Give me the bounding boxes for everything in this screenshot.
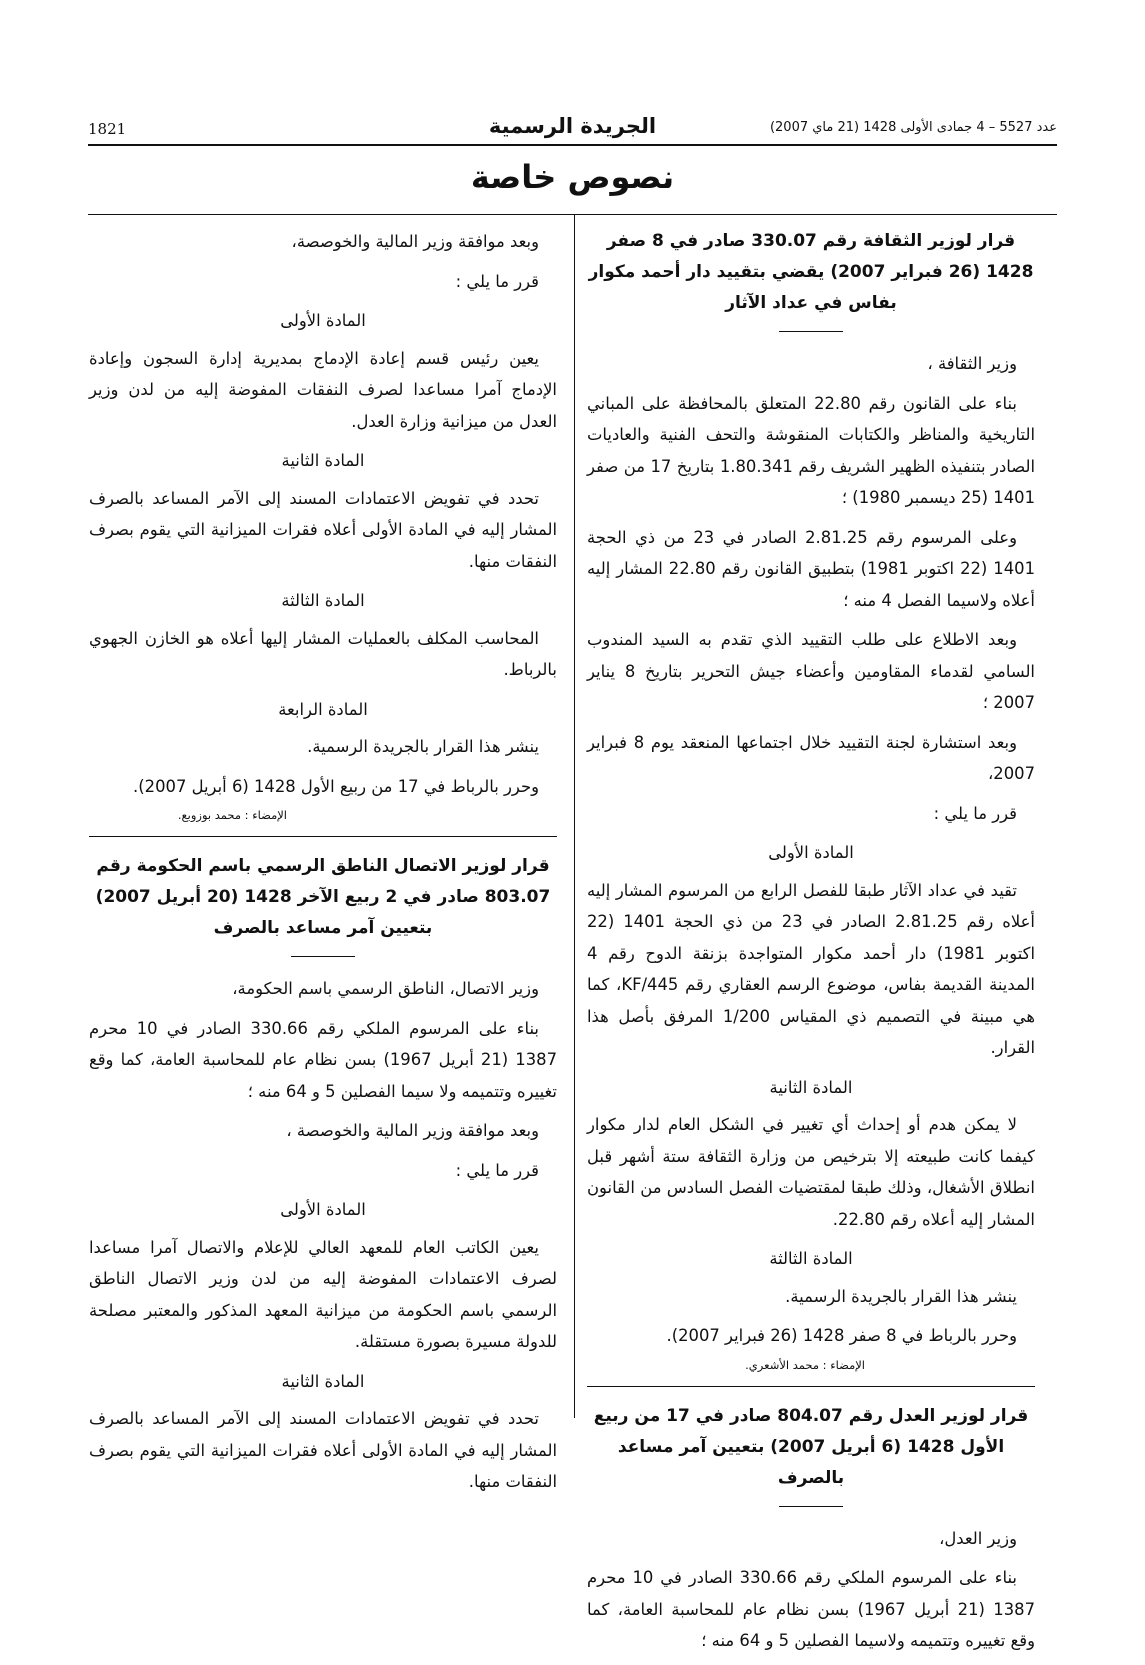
article-heading: المادة الثانية: [281, 451, 365, 470]
article-text: المحاسب المكلف بالعمليات المشار إليها أعلاه هو الخازن الجهوي بالرباط.: [89, 628, 557, 679]
header-divider: [88, 144, 1057, 146]
article-heading: المادة الثالثة: [281, 591, 365, 610]
done-at-line: وحرر بالرباط في 17 من ربيع الأول 1428 (6 أبريل 2007).: [133, 776, 539, 796]
right-column: [587, 226, 1035, 1665]
article-heading: المادة الثانية: [769, 1077, 853, 1097]
article-heading: المادة الثالثة: [769, 1249, 853, 1268]
decree-separator: [89, 836, 557, 837]
article-text: يعين رئيس قسم إعادة الإدماج بمديرية إدارة السجون وإعادة الإدماج آمرا مساعدا لصرف النفقات المفوضة إليه من لدن وزير العدل من ميزانية وزارة العدل.: [89, 348, 557, 431]
article-text: ينشر هذا القرار بالجريدة الرسمية.: [307, 737, 539, 756]
preamble-paragraph: وبعد الاطلاع على طلب التقييد الذي تقدم به السيد المندوب السامي لقدماء المقاومين وأعضاء جيش التحرير بتاريخ 8 يناير 2007 ؛: [587, 630, 1035, 712]
article-text: لا يمكن هدم أو إحداث أي تغيير في الشكل العام لدار مكوار كيفما كانت طبيعته إلا بترخيص من وزارة الثقافة ستة أشهر قبل انطلاق الأشغال، وذلك طبقا لمقتضيات الفصل السادس من القانون المشار إليه أعلاه رقم 22.80.: [587, 1115, 1035, 1229]
article-text: ينشر هذا القرار بالجريدة الرسمية.: [785, 1286, 1017, 1306]
decree-title-communication: قرار لوزير الاتصال الناطق الرسمي باسم الحكومة رقم 803.07 صادر في 2 ربيع الآخر 1428 (20 أبريل 2007) بتعيين آمر مساعد بالصرف: [95, 856, 551, 938]
left-column: [89, 226, 557, 1506]
minister-line: وزير الاتصال، الناطق الرسمي باسم الحكومة،: [232, 979, 539, 998]
article-heading: المادة الأولى: [768, 843, 854, 862]
decided-line: قرر ما يلي :: [933, 803, 1017, 823]
article-text: تقيد في عداد الآثار طبقا للفصل الرابع من المرسوم المشار إليه أعلاه رقم 2.81.25 الصادر في 23 من ذي الحجة 1401 (22 اكتوبر 1981) دار أحمد مكوار المتواجدة بزنقة الدوح رقم 4 المدينة القديمة بفاس، موضوع الرسم العقاري رقم KF/445، كما هي مبينة في التصميم ذي المقياس 1/200 المرفق بأصل هذا القرار.: [587, 880, 1035, 1057]
title-separator: [291, 956, 355, 957]
page-number: 1821: [88, 120, 127, 138]
article-heading: المادة الرابعة: [278, 699, 368, 719]
article-text: يعين الكاتب العام للمعهد العالي للإعلام والاتصال آمرا مساعدا لصرف الاعتمادات المفوضة إليه من لدن وزير الاتصال الناطق الرسمي باسم الحكومة من ميزانية المعهد المذكور والمعتبر مصلحة للدولة مسيرة بصورة مستقلة.: [89, 1237, 557, 1351]
decree-separator: [587, 1386, 1035, 1387]
article-heading: المادة الأولى: [280, 1200, 366, 1219]
title-separator: [779, 331, 843, 332]
preamble-paragraph: بناء على المرسوم الملكي رقم 330.66 الصادر في 10 محرم 1387 (21 أبريل 1967) بسن نظام عام للمحاسبة العامة، كما وقع تغييره وتتميمه ولاسيما الفصلين 5 و 64 منه ؛: [587, 1568, 1036, 1650]
decree-title-justice: قرار لوزير العدل رقم 804.07 صادر في 17 من ربيع الأول 1428 (6 أبريل 2007) بتعيين آمر مساعد بالصرف: [593, 1405, 1029, 1488]
issue-info: عدد 5527 – 4 جمادى الأولى 1428 (21 ماي 2007): [769, 120, 1057, 135]
gazette-title: الجريدة الرسمية: [488, 114, 657, 138]
signature: الإمضاء : محمد الأشعري.: [745, 1357, 865, 1372]
column-divider: [574, 214, 575, 1418]
preamble-paragraph: وبعد موافقة وزير المالية والخوصصة ،: [286, 1121, 539, 1140]
preamble-paragraph: بناء على المرسوم الملكي رقم 330.66 الصادر في 10 محرم 1387 (21 أبريل 1967) بسن نظام عام للمحاسبة العامة، كما وقع تغييره وتتميمه ولا سيما الفصلين 5 و 64 منه ؛: [89, 1018, 557, 1101]
preamble-paragraph: وبعد استشارة لجنة التقييد خلال اجتماعها المنعقد يوم 8 فبراير 2007،: [587, 732, 1035, 783]
minister-line: وزير العدل،: [939, 1528, 1017, 1548]
section-divider: [88, 214, 1057, 215]
article-heading: المادة الأولى: [280, 311, 366, 330]
article-heading: المادة الثانية: [281, 1371, 365, 1391]
section-title: نصوص خاصة: [470, 158, 675, 196]
decided-line: قرر ما يلي :: [455, 271, 539, 291]
decree-title-culture: قرار لوزير الثقافة رقم 330.07 صادر في 8 صفر 1428 (26 فبراير 2007) يقضي بتقييد دار أحمد مكوار بفاس في عداد الآثار: [588, 231, 1034, 313]
preamble-paragraph: وبعد موافقة وزير المالية والخوصصة،: [291, 232, 539, 251]
minister-line: وزير الثقافة ،: [927, 354, 1017, 373]
done-at-line: وحرر بالرباط في 8 صفر 1428 (26 فبراير 2007).: [666, 1326, 1017, 1345]
preamble-paragraph: وعلى المرسوم رقم 2.81.25 الصادر في 23 من ذي الحجة 1401 (22 اكتوبر 1981) بتطبيق القانون رقم 22.80 المشار إليه أعلاه ولاسيما الفصل 4 منه ؛: [587, 527, 1035, 610]
article-text: تحدد في تفويض الاعتمادات المسند إلى الآمر المساعد بالصرف المشار إليه في المادة الأولى أعلاه فقرات الميزانية التي يقوم بصرف النفقات منها.: [89, 488, 557, 571]
title-separator: [779, 1506, 843, 1507]
signature: الإمضاء : محمد بوزوبع.: [177, 808, 287, 822]
decided-line: قرر ما يلي :: [455, 1160, 539, 1180]
article-text: تحدد في تفويض الاعتمادات المسند إلى الآمر المساعد بالصرف المشار إليه في المادة الأولى أعلاه فقرات الميزانية التي يقوم بصرف النفقات منها.: [89, 1409, 557, 1491]
preamble-paragraph: بناء على القانون رقم 22.80 المتعلق بالمحافظة على المباني التاريخية والمناظر والكتابات المنقوشة والتحف الفنية والعاديات الصادر بتنفيذه الظهير الشريف رقم 1.80.341 بتاريخ 17 من صفر 1401 (25 ديسمبر 1980) ؛: [587, 393, 1036, 507]
